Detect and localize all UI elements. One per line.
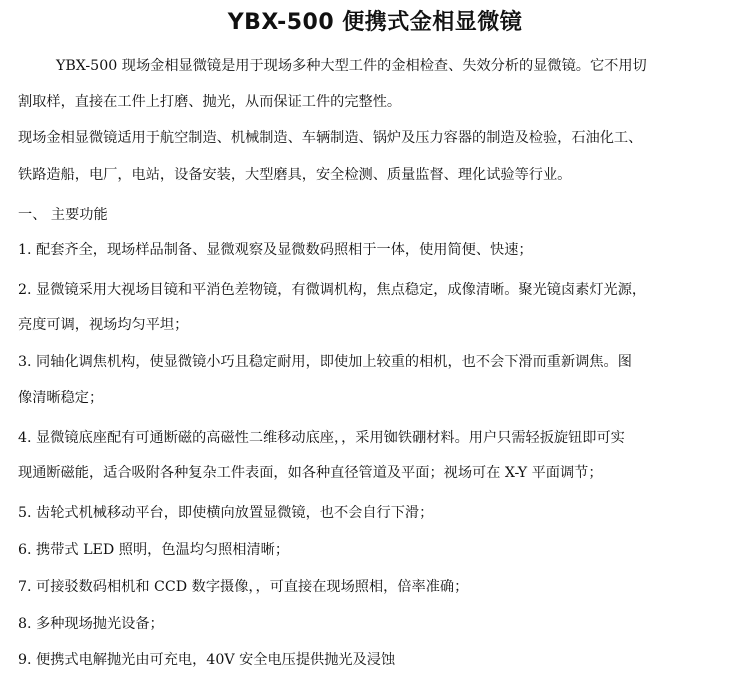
intro-paragraph-1-line-2: 割取样，直接在工件上打磨、抛光，从而保证工件的完整性。 bbox=[18, 94, 402, 110]
intro-paragraph-2-line-2: 铁路造船，电厂，电站，设备安装，大型磨具，安全检测、质量监督、理化试验等行业。 bbox=[18, 167, 572, 183]
feature-item-5: 5. 齿轮式机械移动平台，即使横向放置显微镜，也不会自行下滑； bbox=[18, 505, 434, 521]
feature-item-8: 8. 多种现场抛光设备； bbox=[18, 616, 164, 632]
feature-item-4-line-2: 现通断磁能，适合吸附各种复杂工件表面，如各种直径管道及平面；视场可在 X-Y 平面调节； bbox=[18, 465, 603, 481]
page-title: YBX-500 便携式金相显微镜 bbox=[227, 10, 523, 35]
feature-item-2-line-1: 2. 显微镜采用大视场目镜和平消色差物镜，有微调机构，焦点稳定，成像清晰。聚光镜卤素灯光源， bbox=[18, 282, 647, 298]
feature-item-3-line-2: 像清晰稳定； bbox=[18, 390, 104, 406]
section-heading: 一、 主要功能 bbox=[18, 207, 108, 223]
feature-item-7: 7. 可接驳数码相机和 CCD 数字摄像，，可直接在现场照相，倍率准确； bbox=[18, 579, 469, 595]
feature-item-3-line-1: 3. 同轴化调焦机构，使显微镜小巧且稳定耐用，即使加上较重的相机，也不会下滑而重新调焦。图 bbox=[18, 354, 632, 370]
feature-item-2-line-2: 亮度可调，视场均匀平坦； bbox=[18, 317, 189, 333]
intro-paragraph-2-line-1: 现场金相显微镜适用于航空制造、机械制造、车辆制造、锅炉及压力容器的制造及检验，石油化工、 bbox=[18, 130, 643, 146]
feature-item-4-line-1: 4. 显微镜底座配有可通断磁的高磁性二维移动底座，，采用铷铁硼材料。用户只需轻扳旋钮即可实 bbox=[18, 430, 625, 446]
feature-item-6: 6. 携带式 LED 照明，色温均匀照相清晰； bbox=[18, 542, 290, 558]
feature-item-1: 1. 配套齐全，现场样品制备、显微观察及显微数码照相于一体，使用简便、快速； bbox=[18, 242, 533, 258]
feature-item-9: 9. 便携式电解抛光由可充电，40V 安全电压提供抛光及浸蚀 bbox=[18, 652, 396, 668]
intro-paragraph-1-line-1: YBX-500 现场金相显微镜是用于现场多种大型工件的金相检查、失效分析的显微镜。它不用切 bbox=[56, 58, 647, 74]
